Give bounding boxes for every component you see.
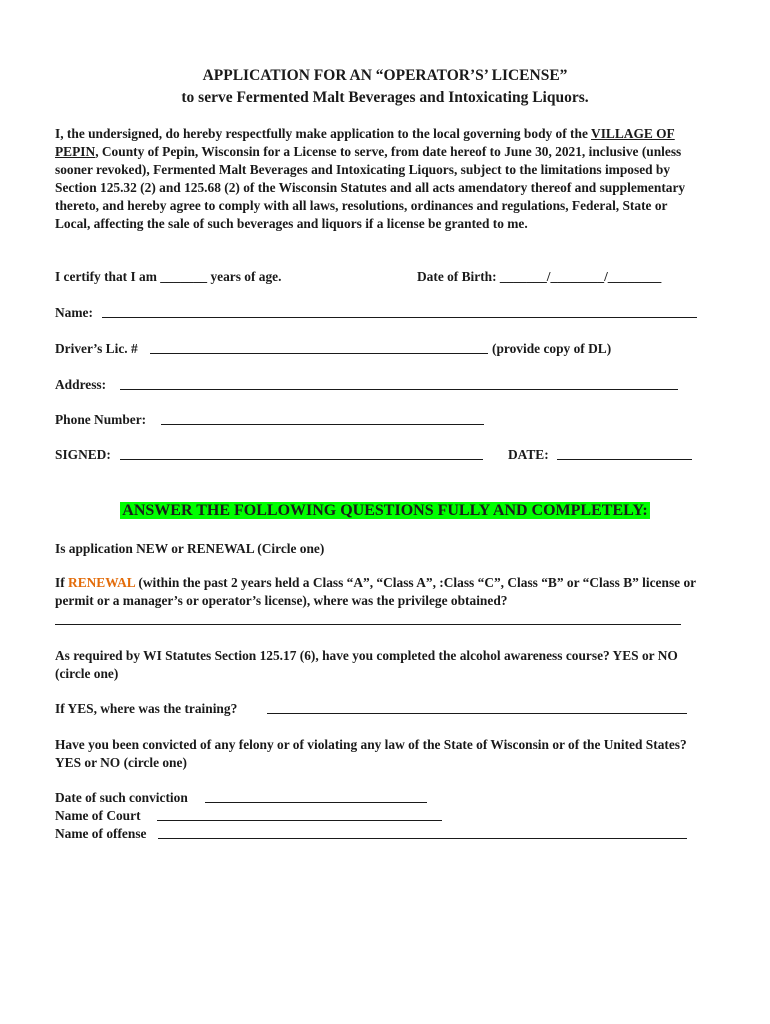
- renewal-text: (within the past 2 years held a Class “A”, “Class A”, :Class “C”, Class “B” or “Class B” license or permit or a manager’s or operator’s license), where was the privilege obtained?: [55, 575, 696, 608]
- name-field[interactable]: [102, 317, 697, 318]
- section-heading-wrap: [0, 501, 770, 521]
- address-field[interactable]: [120, 389, 678, 390]
- training-field[interactable]: [267, 713, 687, 714]
- form-subtitle: to serve Fermented Malt Beverages and Intoxicating Liquors.: [181, 89, 589, 106]
- section-heading: ANSWER THE FOLLOWING QUESTIONS FULLY AND COMPLETELY:: [122, 502, 648, 519]
- court-label: Name of Court: [55, 808, 141, 823]
- intro-text-start: I, the undersigned, do hereby respectfully make application to the local governing body of the: [55, 126, 588, 141]
- phone-field[interactable]: [161, 424, 484, 425]
- dob-field[interactable]: Date of Birth: _______/________/________: [417, 269, 662, 284]
- date-label: DATE:: [508, 447, 549, 462]
- court-field[interactable]: [157, 820, 442, 821]
- question-conviction: Have you been convicted of any felony or of violating any law of the State of Wisconsin or of the United States? YES or NO (circle one): [55, 737, 687, 770]
- training-label: If YES, where was the training?: [55, 701, 238, 716]
- age-field[interactable]: I certify that I am _______ years of age.: [55, 269, 282, 284]
- drivers-license-label: Driver’s Lic. #: [55, 341, 138, 356]
- name-label: Name:: [55, 305, 93, 320]
- conviction-date-field[interactable]: [205, 802, 427, 803]
- drivers-license-field[interactable]: [150, 353, 488, 354]
- conviction-date-label: Date of such conviction: [55, 790, 188, 805]
- privilege-location-field[interactable]: [55, 624, 681, 625]
- phone-label: Phone Number:: [55, 412, 147, 427]
- intro-text-end: , County of Pepin, Wisconsin for a License to serve, from date hereof to June 30, 2021, inclusive (unless sooner revoked), Fermented Malt Beverages and Intoxicating Liquors, subject to the limitations imposed by Section 125.32 (2) and 125.68 (2) of the Wisconsin Statutes and all acts amendatory thereof and supplementary thereto, and hereby agree to comply with all laws, resolutions, ordinances and regulations, Federal, State or Local, affecting the sale of such beverages and liquors if a license be granted to me.: [55, 144, 686, 231]
- question-new-renewal: Is application NEW or RENEWAL (Circle one): [55, 541, 325, 556]
- offense-label: Name of offense: [55, 826, 147, 841]
- address-label: Address:: [55, 377, 107, 392]
- question-renewal: [55, 574, 705, 610]
- form-title: APPLICATION FOR AN “OPERATOR’S’ LICENSE”: [202, 67, 568, 84]
- offense-field[interactable]: [158, 838, 687, 839]
- renewal-keyword: RENEWAL: [68, 575, 136, 590]
- date-field[interactable]: [557, 459, 692, 460]
- drivers-license-note: (provide copy of DL): [492, 341, 612, 356]
- renewal-if: If: [55, 575, 69, 590]
- question-alcohol-course: As required by WI Statutes Section 125.17 (6), have you completed the alcohol awareness course? YES or NO (circle one): [55, 648, 678, 681]
- municipality-name: VILLAGE OF PEPIN: [55, 126, 675, 159]
- signature-field[interactable]: [120, 459, 483, 460]
- intro-paragraph: [55, 125, 705, 233]
- signed-label: SIGNED:: [55, 447, 111, 462]
